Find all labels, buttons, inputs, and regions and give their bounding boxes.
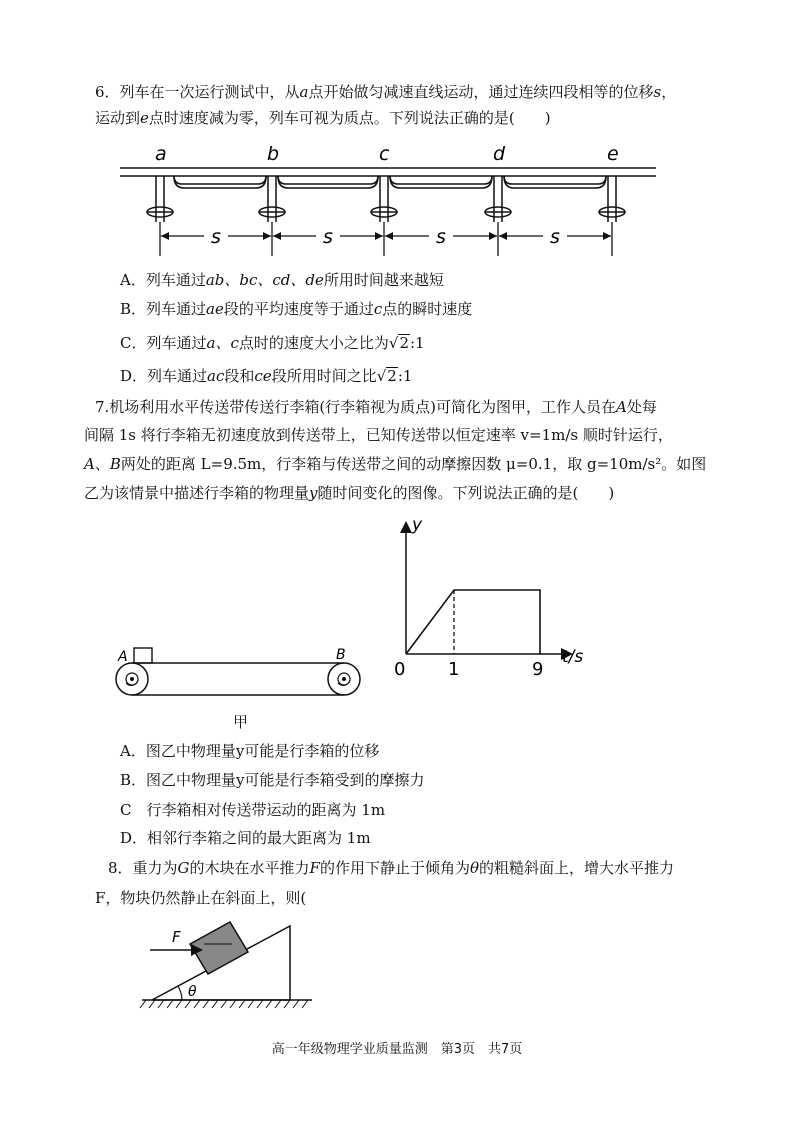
sqrt-radicand: 2 <box>399 334 409 352</box>
q7-text: 随时间变化的图像。下列说法正确的是( ) <box>317 484 615 502</box>
q8-incline-figure <box>140 918 315 1018</box>
point-label-b: b <box>267 143 280 165</box>
point-label-e: e <box>607 143 619 165</box>
q6-var-a: a <box>299 83 309 101</box>
option-text: 列车通过 <box>145 271 206 289</box>
q7-option-a[interactable] <box>120 741 379 761</box>
q8-var: G <box>177 859 190 877</box>
option-label: B． <box>120 771 147 789</box>
q7-stem-line2 <box>84 425 673 445</box>
q6-stem-line1 <box>95 82 676 102</box>
ground-hatch <box>212 1000 218 1008</box>
graph-tick-9: 9 <box>532 659 544 680</box>
q8-stem-line1 <box>108 858 674 878</box>
option-var: ae <box>206 300 224 318</box>
page-footer: 高一年级物理学业质量监测 第3页 共7页 <box>271 1042 523 1057</box>
option-text: 图乙中物理量y可能是行李箱的位移 <box>145 742 380 760</box>
q6-text: 点时速度减为零，列车可视为质点。下列说法正确的是( ) <box>148 109 551 127</box>
option-label: D． <box>120 829 148 847</box>
option-var: ac <box>207 367 225 385</box>
ground-hatch <box>302 1000 308 1008</box>
q6-text: 6．列车在一次运行测试中，从 <box>95 83 300 101</box>
angle-label: θ <box>188 984 197 1000</box>
q7-var: A <box>84 455 95 473</box>
belt-label-a: A <box>118 649 128 665</box>
graph-origin: 0 <box>394 659 406 680</box>
sqrt-sign: √ <box>376 367 387 385</box>
dimension-arrow <box>385 226 497 248</box>
option-text: :1 <box>409 334 425 352</box>
ground-hatch <box>221 1000 227 1008</box>
track-pillar <box>147 176 173 222</box>
option-label: C <box>120 801 132 819</box>
option-text: 所用时间越来越短 <box>323 271 444 289</box>
luggage-box <box>134 648 152 663</box>
q7-option-b[interactable] <box>120 770 425 790</box>
ground-hatch <box>284 1000 290 1008</box>
q7-stem-line1 <box>95 397 657 417</box>
q8-text: 8．重力为 <box>108 859 178 877</box>
q7-conveyor-figure <box>112 640 362 705</box>
q6-var-s: s <box>653 83 662 101</box>
option-text: 行李箱相对传送带运动的距离为 1m <box>146 801 386 819</box>
option-label: B． <box>120 300 147 318</box>
point-label-c: c <box>379 143 390 165</box>
ground-hatch <box>185 1000 191 1008</box>
ground-hatch <box>275 1000 281 1008</box>
option-var: ab、bc、cd、de <box>205 271 324 289</box>
option-var: a、c <box>206 334 239 352</box>
sqrt-radicand: 2 <box>387 367 397 385</box>
ground-hatch <box>167 1000 173 1008</box>
q6-option-d[interactable] <box>120 366 412 386</box>
q6-text: 点开始做匀减速直线运动，通过连续四段相等的位移 <box>308 83 654 101</box>
option-text: 点时的速度大小之比为 <box>238 334 389 352</box>
dimension-arrow <box>161 226 271 248</box>
q6-option-a[interactable] <box>120 270 444 290</box>
ground-hatch <box>140 1000 146 1008</box>
option-label: A． <box>120 742 146 760</box>
point-label-d: d <box>493 143 506 165</box>
option-text: 列车通过 <box>147 367 208 385</box>
segment-label-s: s <box>323 226 333 248</box>
q7-text: 间隔 1s 将行李箱无初速度放到传送带上，已知传送带以恒定速率 v=1m/s 顺时针运行， <box>84 426 673 444</box>
segment-label-s: s <box>550 226 560 248</box>
q6-option-c[interactable] <box>120 333 425 353</box>
graph-tick-1: 1 <box>448 659 460 680</box>
q7-yt-graph <box>390 512 600 682</box>
option-text: 相邻行李箱之间的最大距离为 1m <box>147 829 371 847</box>
dimension-arrow <box>499 226 611 248</box>
option-text: 段所用时间之比 <box>271 367 377 385</box>
segment-label-s: s <box>211 226 221 248</box>
option-text: 段的平均速度等于通过 <box>223 300 374 318</box>
q7-stem-line4 <box>84 483 614 503</box>
q8-var: F <box>309 859 320 877</box>
y-curve <box>406 590 540 654</box>
q6-stem-line2 <box>95 108 551 128</box>
option-label: C． <box>120 334 147 352</box>
q7-var: y <box>309 484 318 502</box>
q7-option-d[interactable] <box>120 828 371 848</box>
ground-hatch <box>203 1000 209 1008</box>
option-text: 段和 <box>224 367 255 385</box>
q8-text: 的木块在水平推力 <box>189 859 310 877</box>
ground-hatch <box>194 1000 200 1008</box>
option-var: ce <box>254 367 272 385</box>
q6-option-b[interactable] <box>120 299 472 319</box>
option-label: D． <box>120 367 148 385</box>
q7-var: B <box>109 455 121 473</box>
option-text: 列车通过 <box>146 300 207 318</box>
ground-hatch <box>149 1000 155 1008</box>
q8-stem-line2 <box>95 888 306 908</box>
q7-text: 乙为该情景中描述行李箱的物理量 <box>84 484 310 502</box>
q7-var: A <box>616 398 627 416</box>
point-label-a: a <box>155 143 167 165</box>
ground-hatch <box>176 1000 182 1008</box>
ground-hatch <box>239 1000 245 1008</box>
segment-label-s: s <box>436 226 446 248</box>
q6-text: ， <box>661 83 677 101</box>
belt-label-b: B <box>336 647 346 663</box>
option-text: 图乙中物理量y可能是行李箱受到的摩擦力 <box>146 771 425 789</box>
ground-hatch <box>158 1000 164 1008</box>
ground-hatch <box>257 1000 263 1008</box>
dimension-arrow <box>273 226 383 248</box>
ground-hatch <box>230 1000 236 1008</box>
q7-text: 、 <box>94 455 110 473</box>
q7-option-c[interactable] <box>120 800 385 820</box>
ground-hatch <box>266 1000 272 1008</box>
q6-text: 运动到 <box>95 109 141 127</box>
q8-text: F，物块仍然静止在斜面上，则( <box>95 889 307 907</box>
q7-fig-caption: 甲 <box>233 713 249 731</box>
q8-text: 的粗糙斜面上，增大水平推力 <box>479 859 675 877</box>
q8-var: θ <box>469 859 480 877</box>
graph-ylabel: y <box>412 515 423 535</box>
q8-text: 的作用下静止于倾角为 <box>319 859 470 877</box>
q6-arches <box>174 176 606 188</box>
wood-block <box>190 922 248 974</box>
graph-xlabel: t/s <box>562 647 584 667</box>
option-var: c <box>373 300 383 318</box>
q6-track-figure <box>118 140 658 265</box>
q6-var-e: e <box>140 109 149 127</box>
q7-text: 7.机场利用水平传送带传送行李箱(行李箱视为质点)可简化为图甲，工作人员在 <box>95 398 617 416</box>
option-label: A． <box>120 271 146 289</box>
option-text: 列车通过 <box>146 334 207 352</box>
option-text: 点的瞬时速度 <box>382 300 473 318</box>
ground-hatch <box>293 1000 299 1008</box>
q7-text: 处每 <box>626 398 657 416</box>
option-text: :1 <box>397 367 413 385</box>
q7-text: 两处的距离 L=9.5m，行李箱与传送带之间的动摩擦因数 μ=0.1，取 g=10m/s²。如图 <box>120 455 707 473</box>
ground-hatch <box>248 1000 254 1008</box>
force-label: F <box>172 928 181 946</box>
q7-stem-line3 <box>84 454 706 474</box>
sqrt-sign: √ <box>388 334 399 352</box>
